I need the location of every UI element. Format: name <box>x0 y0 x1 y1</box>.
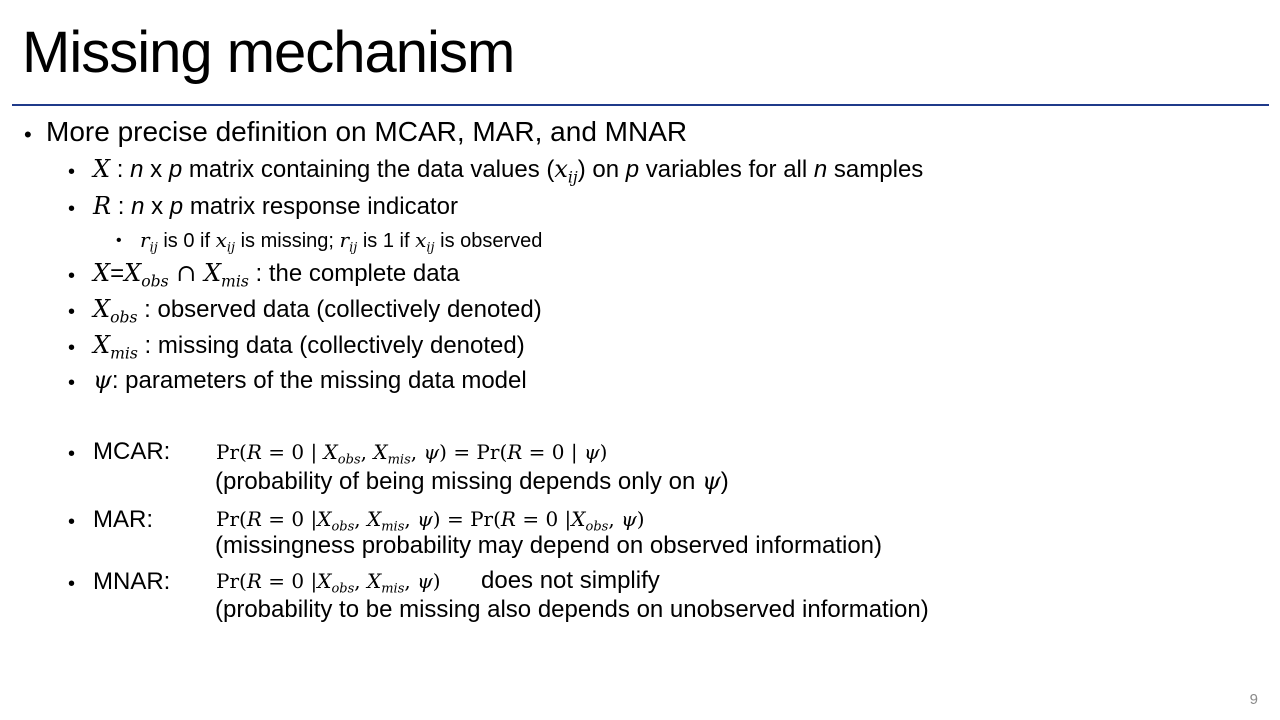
mcar-label: MCAR: <box>93 438 171 465</box>
bullet-definitions: More precise definition on MCAR, MAR, and MNAR <box>46 116 688 147</box>
mar-label: MAR: <box>93 506 153 533</box>
mcar-note: (probability of being missing depends only on ψ) <box>215 467 729 495</box>
mnar-label: MNAR: <box>93 568 171 595</box>
rij-definition: $r_{ij}$ is 0 if $x_{ij}$ is missing; $r_{ij}$ is 1 if $x_{ij}$ is observed <box>140 228 543 256</box>
bullet-dot: • <box>68 443 76 465</box>
bullet-dot: • <box>68 511 76 533</box>
observed-data-definition: $X_{obs}$ : observed data (collectively denoted) <box>93 295 542 327</box>
xij-symbol: $x_{ij}$ <box>554 155 578 187</box>
bullet-dot: • <box>68 265 76 287</box>
x-symbol: X <box>93 155 111 183</box>
mnar-tail: does not simplify <box>481 567 660 594</box>
bullet-dot: • <box>68 337 76 359</box>
missing-data-definition: $X_{mis}$ : missing data (collectively denoted) <box>93 331 525 363</box>
bullet-dot: • <box>24 122 32 147</box>
r-symbol: R <box>93 192 112 220</box>
mnar-formula: Pr(R = 0 $|X_{obs}$, $X_{mis}$, ψ) <box>216 569 441 597</box>
bullet-dot: • <box>68 372 76 394</box>
bullet-dot: • <box>68 573 76 595</box>
r-definition: R : n x p matrix response indicator <box>93 192 458 220</box>
page-number: 9 <box>1249 691 1258 708</box>
mar-formula: Pr(R = 0 $|X_{obs}$, $X_{mis}$, ψ) = Pr(R = 0 $|X_{obs}$, ψ) <box>216 507 645 535</box>
bullet-dot: • <box>68 198 76 220</box>
bullet-dot: • <box>116 232 122 249</box>
bullet-dot: • <box>68 301 76 323</box>
mar-note: (missingness probability may depend on observed information) <box>215 532 883 559</box>
mcar-formula: Pr(R = 0 | $X_{obs}$, $X_{mis}$, ψ) = Pr(R = 0 | ψ) <box>216 440 608 468</box>
slide-title: Missing mechanism <box>22 20 515 85</box>
title-divider <box>12 104 1269 106</box>
x-definition: X : n x p matrix containing the data values $(x_{ij})$ on p variables for all n samples <box>93 155 924 187</box>
complete-data-definition: $X=X_{obs}$ ∩ $X_{mis}$ : the complete data <box>93 259 460 291</box>
psi-definition: ψ: parameters of the missing data model <box>93 366 527 394</box>
bullet-dot: • <box>68 161 76 183</box>
mnar-note: (probability to be missing also depends on unobserved information) <box>215 596 929 623</box>
